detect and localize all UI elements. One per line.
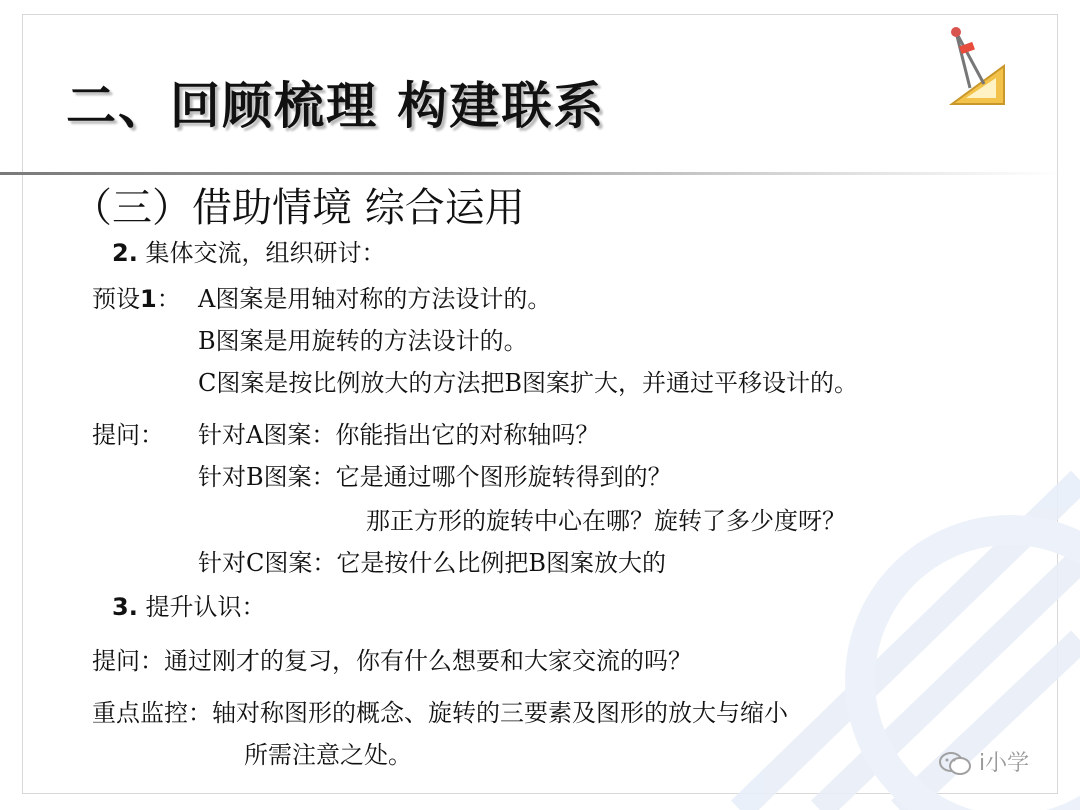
preset-label <box>92 284 181 314</box>
preset-label-colon: ： <box>156 285 181 313</box>
monitor-line-2: 所需注意之处。 <box>244 741 412 769</box>
wechat-icon <box>938 751 972 777</box>
section-2-text: 集体交流，组织研讨： <box>137 239 386 267</box>
question-line-b: 针对B图案：它是通过哪个图形旋转得到的？ <box>198 463 672 491</box>
section-2-number: 2. <box>112 239 138 267</box>
preset-label-number: 1 <box>140 285 157 313</box>
preset-label-text: 预设 <box>92 285 140 313</box>
section-3-number: 3. <box>112 593 138 621</box>
question-line-b-followup: 那正方形的旋转中心在哪？旋转了多少度呀？ <box>366 507 846 535</box>
monitor-line-1: 重点监控：轴对称图形的概念、旋转的三要素及图形的放大与缩小 <box>92 699 788 727</box>
preset-line-a: A图案是用轴对称的方法设计的。 <box>198 285 552 313</box>
page-title: 二、回顾梳理 构建联系 <box>66 77 606 135</box>
preset-line-c: C图案是按比例放大的方法把B图案扩大，并通过平移设计的。 <box>198 369 858 397</box>
preset-line-b: B图案是用旋转的方法设计的。 <box>198 327 528 355</box>
question-line-a: 针对A图案：你能指出它的对称轴吗？ <box>198 421 600 449</box>
question-line-c: 针对C图案：它是按什么比例把B图案放大的 <box>198 549 666 577</box>
reflection-question: 提问：通过刚才的复习，你有什么想要和大家交流的吗？ <box>92 647 692 675</box>
section-3-heading <box>112 592 265 622</box>
question-label: 提问： <box>92 421 164 449</box>
section-3-text: 提升认识： <box>137 593 266 621</box>
watermark-text: i小学 <box>979 751 1030 776</box>
compass-ruler-logo <box>944 26 1008 108</box>
title-divider <box>0 172 1060 175</box>
section-2-heading <box>112 238 385 268</box>
section-subtitle: （三）借助情境 综合运用 <box>72 185 525 231</box>
watermark <box>938 746 1029 777</box>
